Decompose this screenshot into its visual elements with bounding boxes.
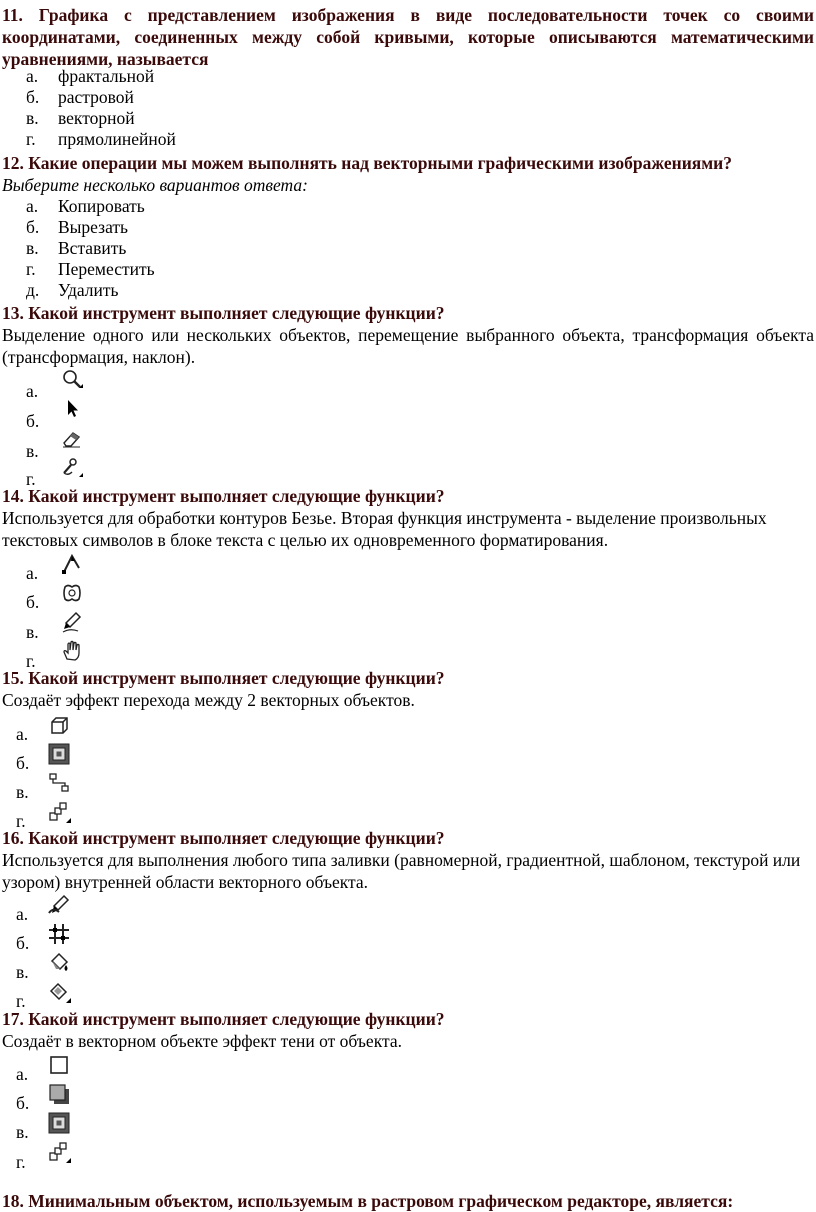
- question-13: [2, 302, 814, 368]
- option-label: а.: [16, 724, 29, 744]
- shape-tool-icon[interactable]: [60, 552, 84, 576]
- question-15: [2, 667, 814, 711]
- pan-hand-icon[interactable]: [60, 639, 84, 663]
- question-17: [2, 1008, 814, 1052]
- drop-shadow-icon[interactable]: [47, 1082, 71, 1106]
- question-17-title: 17. Какой инструмент выполняет следующие функции?: [2, 1009, 445, 1029]
- option-label: в.: [26, 622, 39, 642]
- freehand-pen-icon[interactable]: [60, 610, 84, 634]
- question-14-description: Используется для обработки контуров Безье. Вторая функция инструмента - выделение произвольных текстовых символов в блоке текста с целью их одновременного форматирования.: [2, 508, 767, 550]
- question-14-title: 14. Какой инструмент выполняет следующие функции?: [2, 486, 445, 506]
- question-11-title: 11. Графика с представлением изображения в виде последовательности точек со своими координатами, соединенных между собой кривыми, которые описываются математическими уравнениями, называется: [2, 5, 814, 69]
- option[interactable]: г. Переместить: [26, 259, 155, 279]
- option-label: г.: [16, 811, 26, 831]
- connector-icon[interactable]: [47, 771, 71, 795]
- question-12: [2, 152, 814, 196]
- question-16-description: Используется для выполнения любого типа заливки (равномерной, градиентной, шаблоном, текстурой или узором) внутренней области векторного объекта.: [2, 850, 801, 892]
- question-12-hint: Выберите несколько вариантов ответа:: [2, 175, 308, 195]
- option-label: в.: [16, 782, 29, 802]
- blend-icon[interactable]: [47, 1140, 71, 1164]
- question-11-options: [26, 66, 176, 150]
- option[interactable]: г. прямолинейной: [26, 129, 176, 149]
- option-label: б.: [26, 411, 40, 431]
- question-14: [2, 485, 814, 551]
- option-label: б.: [16, 933, 30, 953]
- question-14-icons: [60, 552, 84, 663]
- question-15-description: Создаёт эффект перехода между 2 векторных объектов.: [2, 690, 415, 710]
- artistic-media-icon[interactable]: [47, 893, 71, 917]
- interactive-fill-icon[interactable]: [47, 980, 71, 1004]
- smudge-brush-icon[interactable]: [60, 581, 84, 605]
- option[interactable]: б. растровой: [26, 87, 134, 107]
- option[interactable]: a. фрактальной: [26, 66, 155, 86]
- option-label: а.: [26, 381, 39, 401]
- option-label: г.: [16, 1152, 26, 1172]
- option[interactable]: в. векторной: [26, 108, 135, 128]
- option-label: г.: [26, 469, 36, 489]
- contour-icon[interactable]: [47, 742, 71, 766]
- pick-arrow-icon[interactable]: [60, 397, 84, 421]
- question-15-icons: [47, 713, 71, 824]
- option[interactable]: a. Копировать: [26, 196, 145, 216]
- zoom-icon[interactable]: [60, 368, 84, 392]
- option-label: в.: [16, 1122, 29, 1142]
- question-18-title: 18. Минимальным объектом, используемым в растровом графическом редакторе, является:: [2, 1191, 734, 1211]
- blend-icon[interactable]: [47, 800, 71, 824]
- question-13-title: 13. Какой инструмент выполняет следующие функции?: [2, 303, 445, 323]
- option-label: б.: [16, 753, 30, 773]
- contour-icon[interactable]: [47, 1111, 71, 1135]
- question-11: [2, 4, 814, 70]
- question-12-options: [26, 196, 155, 301]
- paint-bucket-icon[interactable]: [47, 951, 71, 975]
- option[interactable]: д. Удалить: [26, 280, 119, 300]
- question-13-icons: [60, 368, 84, 479]
- option-label: в.: [26, 441, 39, 461]
- option-label: а.: [16, 904, 29, 924]
- option-label: г.: [16, 991, 26, 1011]
- option-label: б.: [26, 592, 40, 612]
- option[interactable]: б. Вырезать: [26, 217, 129, 237]
- mesh-fill-icon[interactable]: [47, 922, 71, 946]
- option-label: а.: [26, 563, 39, 583]
- option-label: в.: [16, 962, 29, 982]
- option-label: б.: [16, 1093, 30, 1113]
- eraser-icon[interactable]: [60, 426, 84, 450]
- question-18: [2, 1190, 814, 1212]
- question-16-icons: [47, 893, 71, 1004]
- option-label: г.: [26, 651, 36, 671]
- question-15-title: 15. Какой инструмент выполняет следующие функции?: [2, 668, 445, 688]
- question-17-icons: [47, 1053, 71, 1164]
- question-12-title: 12. Какие операции мы можем выполнять над векторными графическими изображениями?: [2, 153, 732, 173]
- eyedropper-icon[interactable]: [60, 455, 84, 479]
- option[interactable]: в. Вставить: [26, 238, 127, 258]
- question-16-title: 16. Какой инструмент выполняет следующие функции?: [2, 828, 445, 848]
- option-label: а.: [16, 1064, 29, 1084]
- question-16: [2, 827, 814, 893]
- question-13-description: Выделение одного или нескольких объектов, перемещение выбранного объекта, трансформация объекта (трансформация, наклон).: [2, 325, 814, 367]
- extrude-icon[interactable]: [47, 713, 71, 737]
- question-17-description: Создаёт в векторном объекте эффект тени от объекта.: [2, 1031, 402, 1051]
- rectangle-icon[interactable]: [47, 1053, 71, 1077]
